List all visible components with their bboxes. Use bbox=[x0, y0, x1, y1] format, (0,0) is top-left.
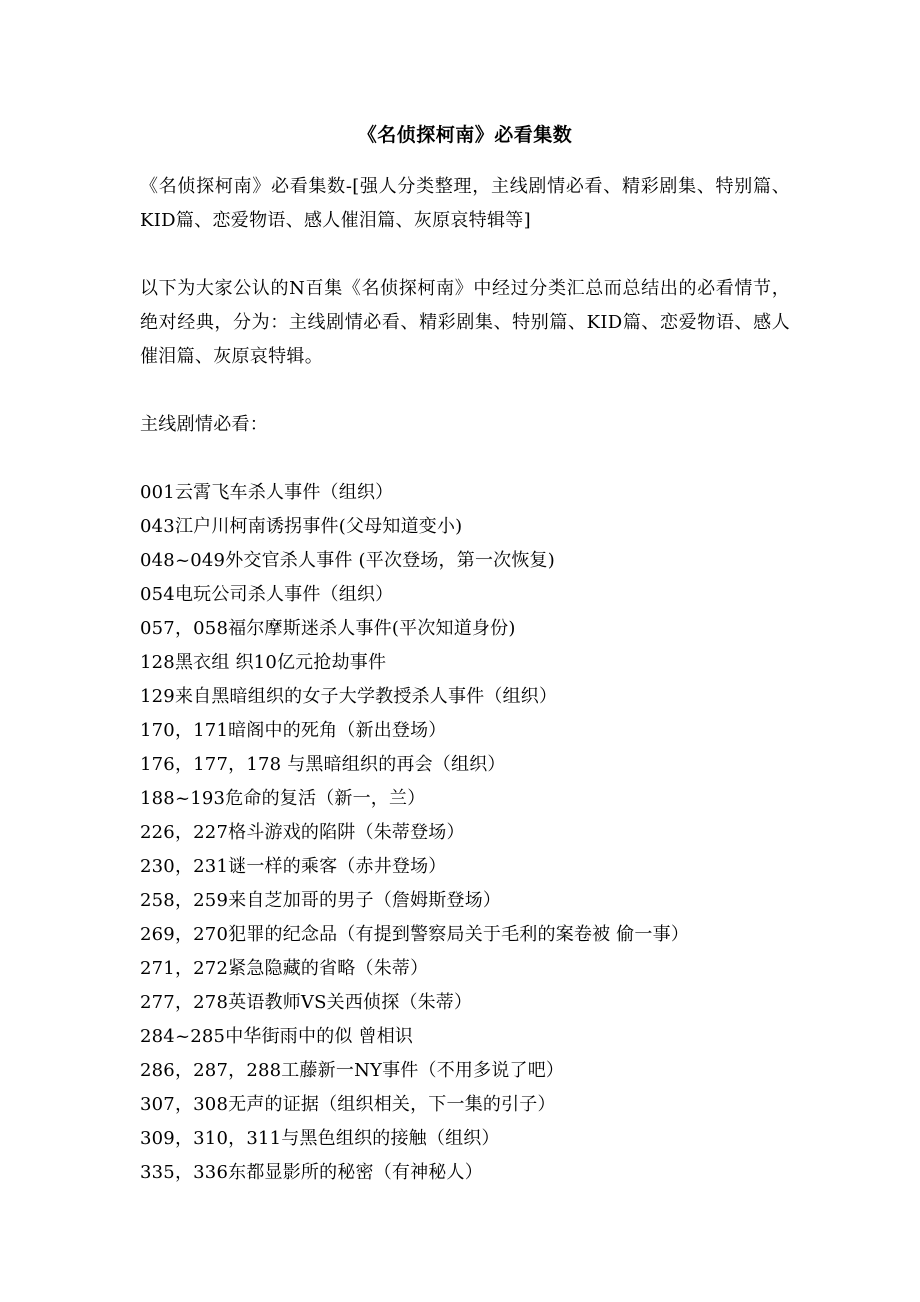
episode-item: 284~285中华街雨中的似 曾相识 bbox=[140, 1026, 414, 1047]
episode-item: 048~049外交官杀人事件 (平次登场，第一次恢复) bbox=[140, 550, 555, 571]
blank-line bbox=[140, 442, 790, 476]
episode-item: 226，227格斗游戏的陷阱（朱蒂登场） bbox=[140, 822, 465, 843]
episode-item: 286，287，288工藤新一NY事件（不用多说了吧） bbox=[140, 1060, 565, 1081]
episode-item: 258，259来自芝加哥的男子（詹姆斯登场） bbox=[140, 890, 502, 911]
episode-item: 307，308无声的证据（组织相关，下一集的引子） bbox=[140, 1094, 556, 1115]
episode-item: 128黑衣组 织10亿元抢劫事件 bbox=[140, 652, 387, 673]
section-heading: 主线剧情必看： bbox=[140, 414, 269, 435]
blank-line bbox=[140, 238, 790, 272]
blank-line bbox=[140, 374, 790, 408]
episode-item: 271，272紧急隐藏的省略（朱蒂） bbox=[140, 958, 429, 979]
episode-item: 043江户川柯南诱拐事件(父母知道变小) bbox=[140, 516, 463, 537]
episode-item: 277，278英语教师VS关西侦探（朱蒂） bbox=[140, 992, 473, 1013]
intro-paragraph: 《名侦探柯南》必看集数-[强人分类整理，主线剧情必看、精彩剧集、特别篇、KID篇、恋爱物语、感人催泪篇、灰原哀特辑等] bbox=[140, 176, 790, 231]
episode-item: 170，171暗阁中的死角（新出登场） bbox=[140, 720, 447, 741]
episode-item: 129来自黑暗组织的女子大学教授杀人事件（组织） bbox=[140, 686, 558, 707]
document-page bbox=[140, 120, 790, 1190]
episode-item: 054电玩公司杀人事件（组织） bbox=[140, 584, 394, 605]
document-title: 《名侦探柯南》必看集数 bbox=[357, 124, 573, 146]
episode-item: 269，270犯罪的纪念品（有提到警察局关于毛利的案卷被 偷一事） bbox=[140, 924, 690, 945]
episode-list bbox=[140, 476, 790, 1190]
episode-item: 230，231谜一样的乘客（赤井登场） bbox=[140, 856, 447, 877]
episode-item: 176，177，178 与黑暗组织的再会（组织） bbox=[140, 754, 506, 775]
episode-item: 309，310，311与黑色组织的接触（组织） bbox=[140, 1128, 500, 1149]
episode-item: 335，336东都显影所的秘密（有神秘人） bbox=[140, 1162, 483, 1183]
summary-paragraph: 以下为大家公认的N百集《名侦探柯南》中经过分类汇总而总结出的必看情节，绝对经典，分为：主线剧情必看、精彩剧集、特别篇、KID篇、恋爱物语、感人催泪篇、灰原哀特辑。 bbox=[140, 278, 790, 367]
episode-item: 001云霄飞车杀人事件（组织） bbox=[140, 482, 394, 503]
episode-item: 188~193危命的复活（新一，兰） bbox=[140, 788, 426, 809]
episode-item: 057，058福尔摩斯迷杀人事件(平次知道身份) bbox=[140, 618, 516, 639]
